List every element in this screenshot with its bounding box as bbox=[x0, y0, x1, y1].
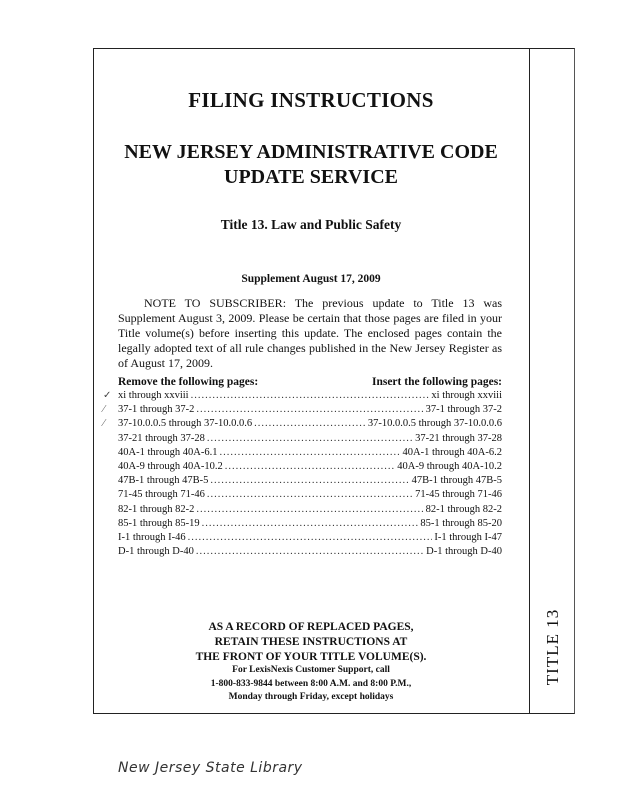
list-item bbox=[118, 488, 502, 502]
list-item bbox=[118, 474, 502, 488]
leader-dots bbox=[210, 474, 409, 488]
checkmark-icon: ✓ bbox=[103, 390, 112, 401]
customer-support bbox=[93, 664, 529, 705]
code-title bbox=[93, 140, 529, 190]
list-item bbox=[118, 432, 502, 446]
insert-pages: 37-1 through 37-2 bbox=[425, 404, 502, 416]
support-line2: 1-800-833-9844 between 8:00 A.M. and 8:00 P.M., bbox=[210, 678, 412, 689]
leader-dots bbox=[219, 446, 400, 460]
record-line2: RETAIN THESE INSTRUCTIONS AT bbox=[214, 636, 408, 648]
insert-header: Insert the following pages: bbox=[371, 376, 502, 388]
record-line1: AS A RECORD OF REPLACED PAGES, bbox=[208, 621, 414, 633]
list-item bbox=[118, 545, 502, 559]
list-item bbox=[118, 403, 502, 417]
list-item bbox=[118, 531, 502, 545]
list-item bbox=[118, 460, 502, 474]
title-tab-text: TITLE 13 bbox=[543, 608, 563, 686]
remove-pages: I-1 through I-46 bbox=[118, 532, 186, 544]
filing-instructions-heading: FILING INSTRUCTIONS bbox=[188, 88, 434, 112]
support-line1: For LexisNexis Customer Support, call bbox=[232, 665, 390, 675]
title-tab-label bbox=[540, 602, 566, 692]
list-item bbox=[118, 503, 502, 517]
leader-dots bbox=[196, 403, 423, 417]
insert-pages: I-1 through I-47 bbox=[434, 532, 502, 544]
list-item bbox=[118, 417, 502, 431]
insert-pages: xi through xxviii bbox=[431, 390, 502, 401]
remove-header: Remove the following pages: bbox=[118, 376, 259, 388]
remove-pages: D-1 through D-40 bbox=[118, 546, 194, 558]
list-item bbox=[118, 517, 502, 531]
leader-dots bbox=[254, 417, 366, 431]
insert-pages: 47B-1 through 47B-5 bbox=[411, 475, 502, 487]
library-stamp: New Jersey State Library bbox=[118, 760, 303, 776]
remove-pages: 37-10.0.0.5 through 37-10.0.0.6 bbox=[118, 418, 253, 430]
title-line: Title 13. Law and Public Safety bbox=[220, 217, 402, 232]
leader-dots bbox=[225, 460, 396, 474]
record-notice bbox=[93, 620, 529, 665]
page-list bbox=[118, 389, 502, 559]
leader-dots bbox=[207, 488, 413, 502]
remove-pages: 40A-9 through 40A-10.2 bbox=[118, 461, 223, 473]
remove-pages: 37-1 through 37-2 bbox=[118, 404, 195, 416]
remove-pages: 47B-1 through 47B-5 bbox=[118, 475, 209, 487]
remove-pages: xi through xxviii bbox=[118, 390, 189, 401]
subscriber-note: NOTE TO SUBSCRIBER: The previous update to Title 13 was Supplement August 3, 2009. Please be certain that those pages are filed in your Title volume(s) before inserting this update. The enclosed pages contain the legally adopted text of all rule changes published in the New Jersey Register as of August 17, 2009. bbox=[118, 296, 502, 370]
remove-pages: 40A-1 through 40A-6.1 bbox=[118, 446, 218, 458]
remove-pages: 71-45 through 71-46 bbox=[118, 489, 205, 501]
leader-dots bbox=[207, 432, 413, 446]
insert-pages: D-1 through D-40 bbox=[426, 546, 502, 558]
code-title-line2: UPDATE SERVICE bbox=[224, 166, 398, 188]
leader-dots bbox=[196, 545, 424, 559]
checkmark-icon: ⁄ bbox=[103, 404, 105, 415]
insert-pages: 40A-1 through 40A-6.2 bbox=[402, 446, 502, 458]
insert-pages: 71-45 through 71-46 bbox=[415, 489, 502, 501]
insert-pages: 85-1 through 85-20 bbox=[420, 517, 502, 529]
remove-pages: 85-1 through 85-19 bbox=[118, 517, 200, 529]
leader-dots bbox=[202, 517, 419, 531]
checkmark-icon: ⁄ bbox=[103, 418, 105, 429]
insert-pages: 40A-9 through 40A-10.2 bbox=[397, 461, 502, 473]
insert-pages: 82-1 through 82-2 bbox=[425, 503, 502, 515]
remove-pages: 82-1 through 82-2 bbox=[118, 503, 195, 515]
insert-pages: 37-21 through 37-28 bbox=[415, 432, 502, 444]
insert-pages: 37-10.0.0.5 through 37-10.0.0.6 bbox=[367, 418, 502, 430]
page-list-header bbox=[118, 376, 502, 388]
leader-dots bbox=[196, 503, 423, 517]
leader-dots bbox=[191, 389, 430, 403]
list-item bbox=[118, 389, 502, 403]
record-line3: THE FRONT OF YOUR TITLE VOLUME(S). bbox=[195, 651, 427, 663]
list-item bbox=[118, 446, 502, 460]
support-line3: Monday through Friday, except holidays bbox=[228, 692, 394, 702]
code-title-line1: NEW JERSEY ADMINISTRATIVE CODE bbox=[124, 141, 498, 163]
leader-dots bbox=[188, 531, 433, 545]
remove-pages: 37-21 through 37-28 bbox=[118, 432, 205, 444]
supplement-date: Supplement August 17, 2009 bbox=[241, 273, 381, 285]
